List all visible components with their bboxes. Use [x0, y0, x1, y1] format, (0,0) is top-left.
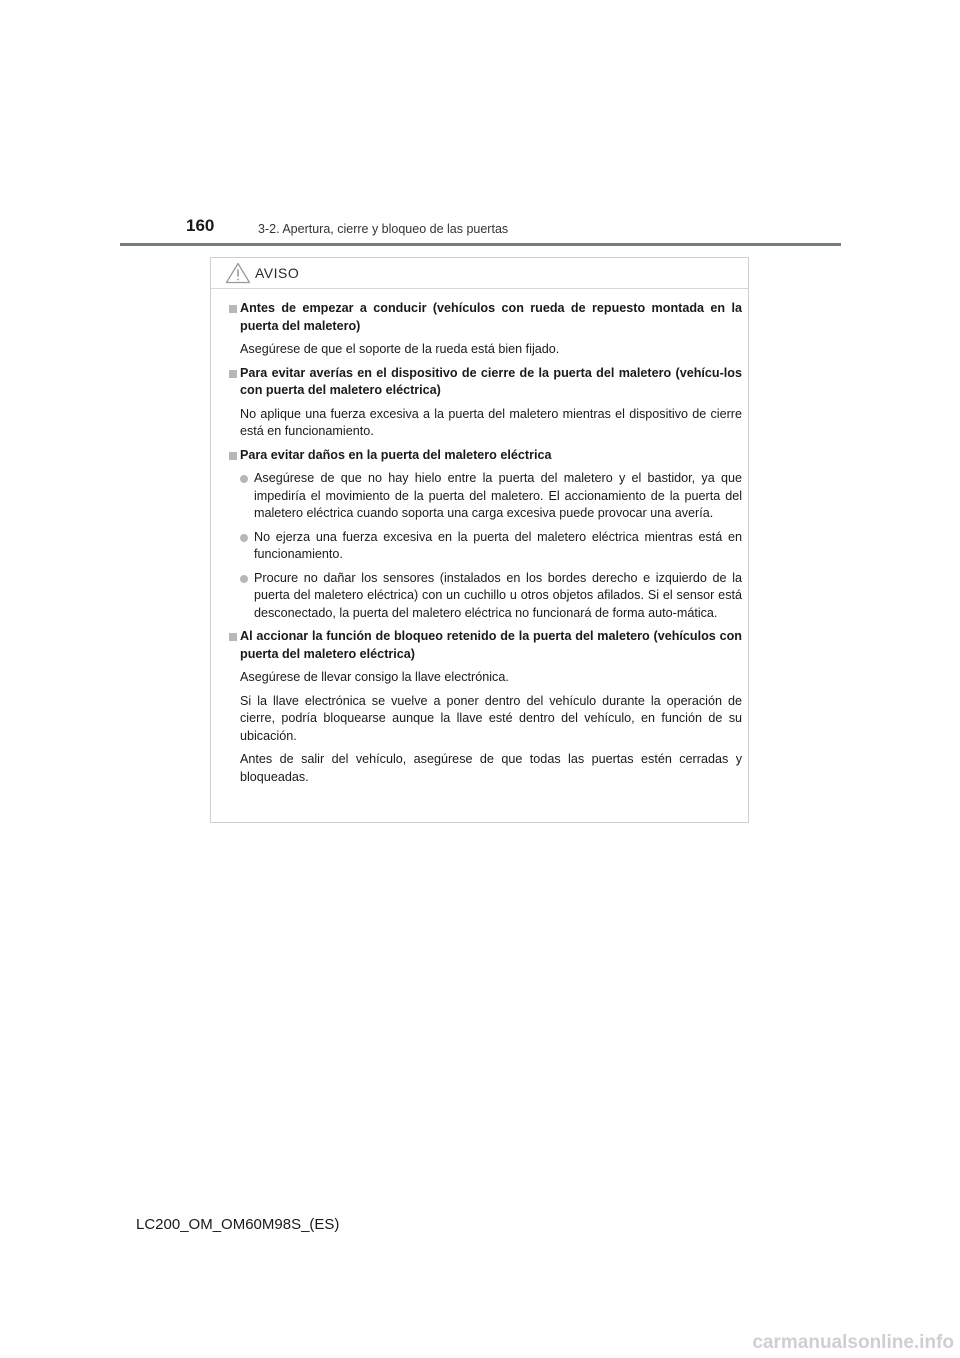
document-code: LC200_OM_OM60M98S_(ES): [136, 1216, 340, 1233]
warning-section: [229, 300, 742, 359]
warning-section: [229, 628, 742, 786]
warning-section: [229, 447, 742, 623]
page-number: 160: [186, 216, 215, 235]
header-rule: [120, 243, 841, 246]
section-paragraph: Asegúrese de llevar consigo la llave electrónica.: [240, 670, 509, 684]
section-heading: Al accionar la función de bloqueo retenido de la puerta del maletero (vehículos con puerta del maletero eléctrica): [240, 629, 742, 661]
bullet-item: [240, 529, 742, 564]
bullet-item: [240, 570, 742, 623]
warning-section: [229, 365, 742, 441]
round-bullet-icon: [240, 534, 248, 542]
section-paragraph: Asegúrese de que el soporte de la rueda está bien fijado.: [240, 342, 560, 356]
bullet-text: Asegúrese de que no hay hielo entre la puerta del maletero y el bastidor, ya que impediría el movimiento de la puerta del maletero. El accionamiento de la puerta del maletero eléctrica cuando soporta una carga excesiva puede provocar una avería.: [254, 471, 742, 520]
square-bullet-icon: [229, 305, 237, 313]
bullet-text: No ejerza una fuerza excesiva en la puerta del maletero eléctrica mientras está en funcionamiento.: [254, 529, 742, 561]
round-bullet-icon: [240, 475, 248, 483]
round-bullet-icon: [240, 575, 248, 583]
watermark: carmanualsonline.info: [752, 1332, 954, 1353]
bullet-text: Procure no dañar los sensores (instalados en los bordes derecho e izquierdo de la puerta del maletero eléctrica) con un cuchillo u otros objetos afilados. Si el sensor está desconectado, la puerta del maletero eléctrica no funcionará de forma auto-mática.: [254, 570, 742, 620]
square-bullet-icon: [229, 370, 237, 378]
warning-label: AVISO: [255, 265, 300, 281]
warning-box-content: [211, 289, 748, 786]
section-title: 3-2. Apertura, cierre y bloqueo de las puertas: [258, 222, 509, 236]
section-heading: Para evitar daños en la puerta del maletero eléctrica: [240, 447, 552, 462]
section-paragraph: No aplique una fuerza excesiva a la puerta del maletero mientras el dispositivo de cierre está en funcionamiento.: [240, 406, 742, 438]
warning-triangle-icon: [225, 262, 251, 284]
section-heading: Para evitar averías en el dispositivo de cierre de la puerta del maletero (vehícu-los con puerta del maletero eléctrica): [240, 365, 742, 397]
square-bullet-icon: [229, 452, 237, 460]
warning-box: [210, 257, 749, 823]
bullet-item: [240, 470, 742, 523]
square-bullet-icon: [229, 633, 237, 641]
section-heading: Antes de empezar a conducir (vehículos con rueda de repuesto montada en la puerta del maletero): [240, 301, 742, 333]
section-paragraph: Antes de salir del vehículo, asegúrese de que todas las puertas estén cerradas y bloqueadas.: [240, 752, 742, 784]
warning-box-header: [211, 258, 748, 289]
section-paragraph: Si la llave electrónica se vuelve a poner dentro del vehículo durante la operación de cierre, podría bloquearse aunque la llave esté dentro del vehículo, en función de su ubicación.: [240, 693, 742, 743]
